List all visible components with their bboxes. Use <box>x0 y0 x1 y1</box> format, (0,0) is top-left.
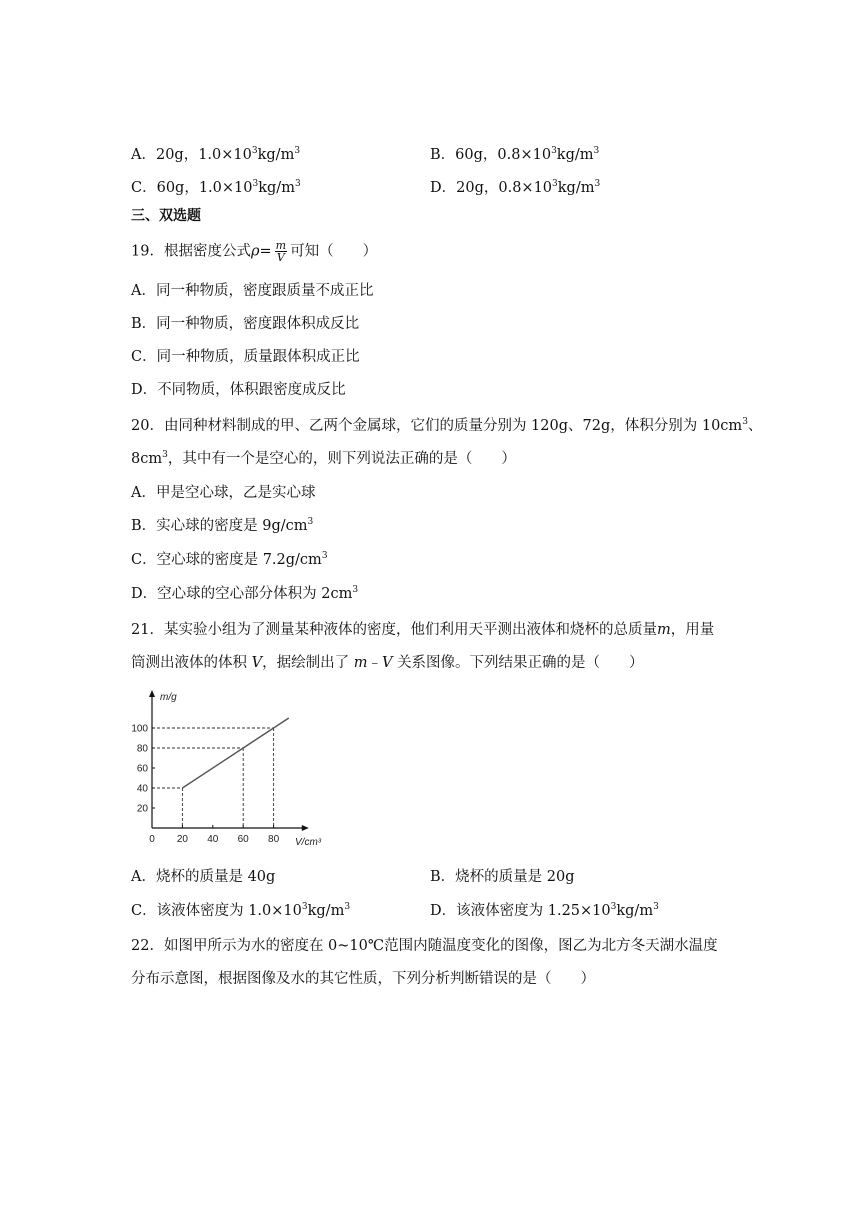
q20-option-a: A．甲是空心球，乙是实心球 <box>131 485 316 501</box>
q18-option-a: A．20g，$1.0\times 10^3kg/m^3$ <box>131 146 301 163</box>
section-title: 三、双选题 <box>131 208 201 224</box>
q21-option-a: A．烧杯的质量是 40g <box>131 869 276 885</box>
q20-stem-line1: 20．由同种材料制成的甲、乙两个金属球，它们的质量分别为 120g、72g，体积分别为 $10cm^3$、 <box>131 417 763 434</box>
q19-option-d: D．不同物质，体积跟密度成反比 <box>131 382 346 398</box>
q19-option-a: A．同一种物质，密度跟质量不成正比 <box>131 283 374 299</box>
q21-option-c: C．该液体密度为 $1.0\times 10^3kg/m^3$ <box>131 902 351 919</box>
q19-stem: 19．根据密度公式ρ= $\frac{m}{V}$ 可知（ ） <box>131 239 378 264</box>
x-tick-label: 40 <box>207 834 219 845</box>
mass-volume-graph <box>130 686 340 852</box>
x-axis-arrow <box>302 825 309 831</box>
q18-option-d: D．20g，$0.8\times 10^3kg/m^3$ <box>430 179 601 196</box>
x-tick-label: 60 <box>237 834 249 845</box>
q22-stem-line1: 22．如图甲所示为水的密度在 0~10℃范围内随温度变化的图像，图乙为北方冬天湖水温度 <box>131 938 718 954</box>
y-tick-label: 80 <box>136 743 148 755</box>
y-tick-label: 20 <box>136 803 148 815</box>
y-tick-label: 60 <box>136 763 148 775</box>
data-series <box>182 718 288 788</box>
density-fraction: $\frac{m}{V}$ <box>275 239 287 264</box>
q21-stem-line2: 筒测出液体的体积 V，据绘制出了 m﹣V 关系图像。下列结果正确的是（ ） <box>131 655 644 671</box>
q18-option-c: C．60g，$1.0\times 10^3kg/m^3$ <box>131 179 301 196</box>
series-line <box>182 718 288 788</box>
guide-lines <box>152 728 274 828</box>
y-tick-label: 40 <box>136 783 148 795</box>
x-tick-label: 20 <box>176 834 188 845</box>
q20-stem-line2: $8cm^3$，其中有一个是空心的，则下列说法正确的是（ ） <box>131 450 516 467</box>
x-tick-label: 0 <box>149 834 155 845</box>
x-tick-label: 80 <box>268 834 280 845</box>
q21-option-b: B．烧杯的质量是 20g <box>430 869 575 885</box>
y-tick-label: 100 <box>131 723 148 735</box>
q18-option-b: B．60g，$0.8\times 10^3kg/m^3$ <box>430 146 600 163</box>
y-axis-arrow <box>149 690 155 697</box>
q21-stem-line1: 21．某实验小组为了测量某种液体的密度，他们利用天平测出液体和烧杯的总质量m，用量 <box>131 622 715 638</box>
q19-option-b: B．同一种物质，密度跟体积成反比 <box>131 316 360 332</box>
x-axis-label: V/cm³ <box>295 837 322 848</box>
y-axis-label: m/g <box>160 692 177 703</box>
q20-option-b: B．实心球的密度是 $9g/cm^3$ <box>131 517 314 534</box>
q19-option-c: C．同一种物质，质量跟体积成正比 <box>131 349 360 365</box>
q22-stem-line2: 分布示意图，根据图像及水的其它性质，下列分析判断错误的是（ ） <box>131 971 595 987</box>
axes <box>149 690 309 831</box>
q20-option-d: D．空心球的空心部分体积为 $2cm^3$ <box>131 585 359 602</box>
tick-labels <box>131 724 279 846</box>
q21-option-d: D．该液体密度为 $1.25\times 10^3kg/m^3$ <box>430 902 659 919</box>
q20-option-c: C．空心球的密度是 $7.2g/cm^3$ <box>131 551 328 568</box>
